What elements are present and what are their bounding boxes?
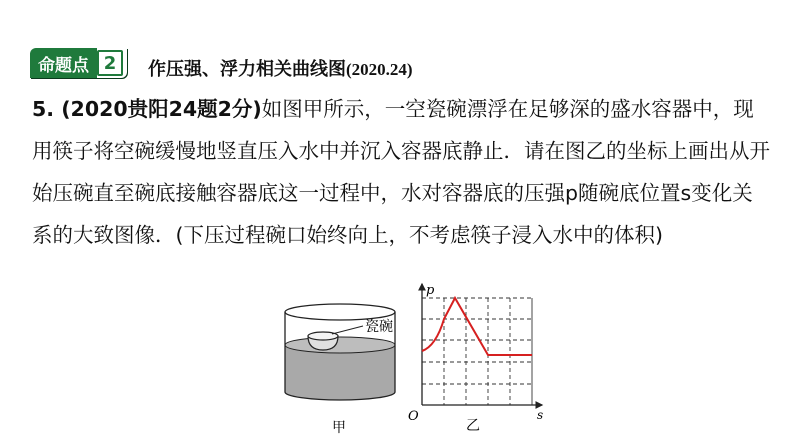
water-surface: [285, 337, 395, 353]
section-year-tag: (2020.24): [346, 60, 413, 79]
badge-label: 命题点: [30, 48, 97, 78]
pressure-curve: [422, 298, 532, 355]
y-axis-label: p: [426, 283, 435, 298]
container-rim: [285, 304, 395, 320]
question-text: 如图甲所示，一空瓷碗漂浮在足够深的盛水容器中，现用筷子将空碗缓慢地竖直压入水中并沉入容器底静止．请在图乙的坐标上画出从开始压碗直至碗底接触容器底这一过程中，水对容器底的压强p随碗底位置s变化关系的大致图像．(下压过程碗口始终向上，不考虑筷子浸入水中的体积): [32, 97, 770, 247]
x-axis-label: s: [537, 408, 544, 422]
origin-label: O: [408, 409, 419, 424]
figure-graph: [400, 278, 550, 440]
bowl-label: 瓷碗: [365, 319, 393, 335]
figure-b-caption: 乙: [466, 418, 480, 434]
figure-a-caption: 甲: [332, 420, 346, 436]
section-title-text: 作压强、浮力相关曲线图: [148, 59, 346, 80]
question-paragraph: [32, 88, 772, 256]
question-lead: 5. (2020贵阳24题2分): [32, 97, 262, 121]
section-badge: [30, 48, 127, 78]
section-title: [148, 55, 413, 81]
figure-container: [270, 300, 410, 440]
badge-number: 2: [97, 50, 123, 76]
graph-grid: [422, 298, 532, 405]
bowl-leader-line: [332, 326, 363, 334]
